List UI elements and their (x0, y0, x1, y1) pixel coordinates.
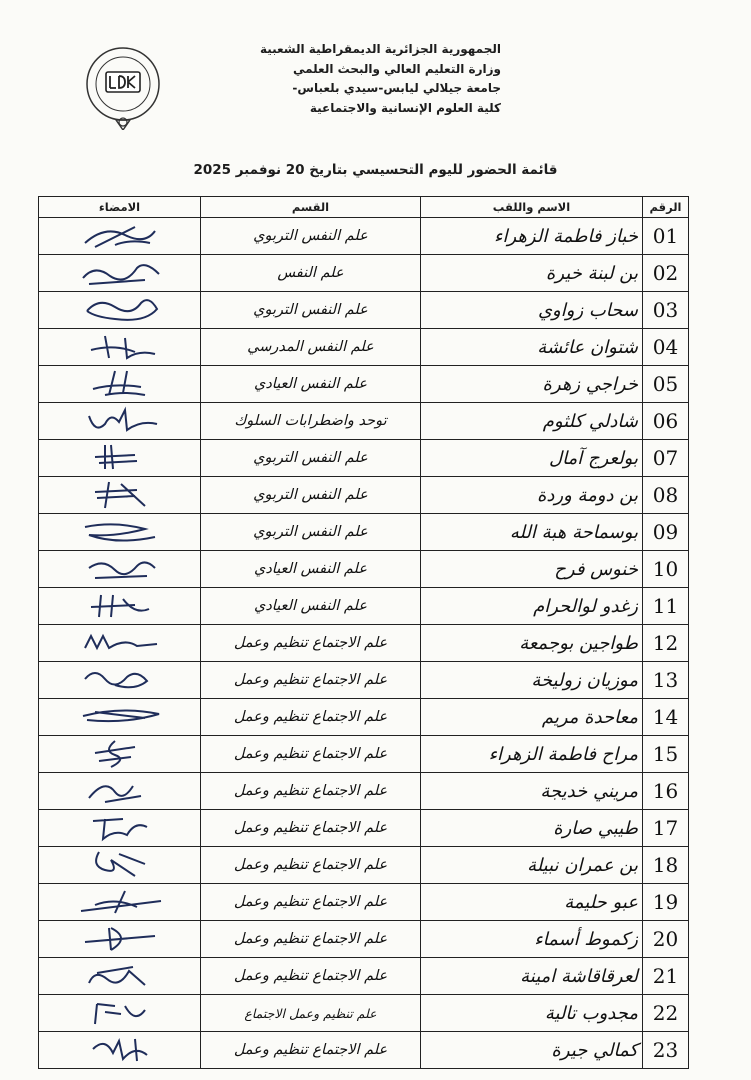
letterhead-line: الجمهورية الجزائرية الديمقراطية الشعبية (259, 42, 501, 56)
row-number: 04 (643, 329, 689, 366)
letterhead (201, 40, 501, 118)
row-signature (39, 1032, 201, 1069)
row-department: علم الاجتماع تنظيم وعمل (201, 958, 421, 995)
row-signature (39, 366, 201, 403)
row-department: علم الاجتماع تنظيم وعمل (201, 1032, 421, 1069)
table-row (39, 292, 689, 329)
row-department: علم النفس العيادي (201, 551, 421, 588)
row-signature (39, 884, 201, 921)
row-name: زغدو لوالحرام (421, 588, 643, 625)
row-signature (39, 255, 201, 292)
table-row (39, 588, 689, 625)
row-number: 22 (643, 995, 689, 1032)
table-row (39, 810, 689, 847)
table-row (39, 403, 689, 440)
row-department: علم النفس التربوي (201, 292, 421, 329)
table-row (39, 773, 689, 810)
row-number: 03 (643, 292, 689, 329)
table-row (39, 958, 689, 995)
table-row (39, 218, 689, 255)
row-name: شتوان عائشة (421, 329, 643, 366)
row-department: علم الاجتماع تنظيم وعمل (201, 662, 421, 699)
table-header-row (39, 197, 689, 218)
row-department: علم النفس التربوي (201, 514, 421, 551)
row-signature (39, 810, 201, 847)
row-number: 11 (643, 588, 689, 625)
row-name: عبو حليمة (421, 884, 643, 921)
row-name: معاحدة مريم (421, 699, 643, 736)
attendance-table (38, 196, 689, 1069)
table-row (39, 329, 689, 366)
letterhead-line: وزارة التعليم العالي والبحث العلمي (292, 61, 501, 76)
row-department: علم النفس العيادي (201, 588, 421, 625)
row-signature (39, 736, 201, 773)
table-row (39, 366, 689, 403)
row-name: بن لبنة خيرة (421, 255, 643, 292)
row-number: 10 (643, 551, 689, 588)
row-department: علم النفس (201, 255, 421, 292)
row-department: علم النفس التربوي (201, 440, 421, 477)
row-number: 20 (643, 921, 689, 958)
row-department: علم الاجتماع تنظيم وعمل (201, 773, 421, 810)
row-department: علم تنظيم وعمل الاجتماع (201, 995, 421, 1032)
row-name: كمالي جيرة (421, 1032, 643, 1069)
row-signature (39, 514, 201, 551)
row-name: مجدوب تالية (421, 995, 643, 1032)
row-signature (39, 958, 201, 995)
row-name: خراجي زهرة (421, 366, 643, 403)
row-number: 09 (643, 514, 689, 551)
row-number: 12 (643, 625, 689, 662)
row-signature (39, 847, 201, 884)
row-name: بولعرج آمال (421, 440, 643, 477)
row-signature (39, 773, 201, 810)
row-department: علم النفس المدرسي (201, 329, 421, 366)
university-seal-logo (80, 44, 166, 130)
row-name: خنوس فرح (421, 551, 643, 588)
row-name: بن دومة وردة (421, 477, 643, 514)
row-name: طواجين بوجمعة (421, 625, 643, 662)
row-signature (39, 440, 201, 477)
table-row (39, 477, 689, 514)
row-signature (39, 699, 201, 736)
row-department: علم الاجتماع تنظيم وعمل (201, 699, 421, 736)
row-department: توحد واضطرابات السلوك (201, 403, 421, 440)
table-row (39, 736, 689, 773)
row-number: 15 (643, 736, 689, 773)
row-name: موزيان زوليخة (421, 662, 643, 699)
row-name: لعرقاقاشة امينة (421, 958, 643, 995)
row-department: علم الاجتماع تنظيم وعمل (201, 736, 421, 773)
row-number: 23 (643, 1032, 689, 1069)
header-department: القسم (201, 197, 421, 218)
row-department: علم النفس العيادي (201, 366, 421, 403)
row-number: 05 (643, 366, 689, 403)
row-name: مراح فاطمة الزهراء (421, 736, 643, 773)
row-number: 08 (643, 477, 689, 514)
row-department: علم النفس التربوي (201, 477, 421, 514)
row-number: 13 (643, 662, 689, 699)
row-signature (39, 662, 201, 699)
row-signature (39, 625, 201, 662)
row-signature (39, 477, 201, 514)
table-row (39, 699, 689, 736)
row-department: علم الاجتماع تنظيم وعمل (201, 810, 421, 847)
row-number: 07 (643, 440, 689, 477)
row-department: علم الاجتماع تنظيم وعمل (201, 625, 421, 662)
table-row (39, 1032, 689, 1069)
row-number: 01 (643, 218, 689, 255)
document-title: قائمة الحضور لليوم التحسيسي بتاريخ 20 نوفمبر 2025 (193, 162, 558, 178)
row-number: 16 (643, 773, 689, 810)
row-name: مريني خديجة (421, 773, 643, 810)
row-number: 21 (643, 958, 689, 995)
table-row (39, 662, 689, 699)
row-name: شادلي كلثوم (421, 403, 643, 440)
row-number: 18 (643, 847, 689, 884)
table-row (39, 551, 689, 588)
row-number: 02 (643, 255, 689, 292)
table-row (39, 255, 689, 292)
row-signature (39, 403, 201, 440)
table-row (39, 921, 689, 958)
header-signature: الامضاء (39, 197, 201, 218)
table-row (39, 847, 689, 884)
row-department: علم الاجتماع تنظيم وعمل (201, 884, 421, 921)
row-department: علم النفس التربوي (201, 218, 421, 255)
letterhead-line: كلية العلوم الإنسانية والاجتماعية (309, 100, 501, 115)
letterhead-line: جامعة جيلالي ليابس-سيدي بلعباس- (292, 81, 501, 95)
row-number: 19 (643, 884, 689, 921)
header-number: الرقم (643, 197, 689, 218)
row-number: 14 (643, 699, 689, 736)
header-name: الاسم واللقب (421, 197, 643, 218)
row-signature (39, 588, 201, 625)
row-signature (39, 995, 201, 1032)
row-name: سحاب زواوي (421, 292, 643, 329)
row-signature (39, 551, 201, 588)
table-row (39, 440, 689, 477)
row-name: بوسماحة هبة الله (421, 514, 643, 551)
row-number: 17 (643, 810, 689, 847)
row-name: طيبي صارة (421, 810, 643, 847)
row-signature (39, 329, 201, 366)
row-name: زكموط أسماء (421, 921, 643, 958)
row-signature (39, 292, 201, 329)
table-row (39, 884, 689, 921)
row-department: علم الاجتماع تنظيم وعمل (201, 921, 421, 958)
table-row (39, 625, 689, 662)
row-department: علم الاجتماع تنظيم وعمل (201, 847, 421, 884)
table-row (39, 514, 689, 551)
table-row (39, 995, 689, 1032)
row-signature (39, 218, 201, 255)
row-name: خباز فاطمة الزهراء (421, 218, 643, 255)
row-signature (39, 921, 201, 958)
row-name: بن عمران نبيلة (421, 847, 643, 884)
row-number: 06 (643, 403, 689, 440)
